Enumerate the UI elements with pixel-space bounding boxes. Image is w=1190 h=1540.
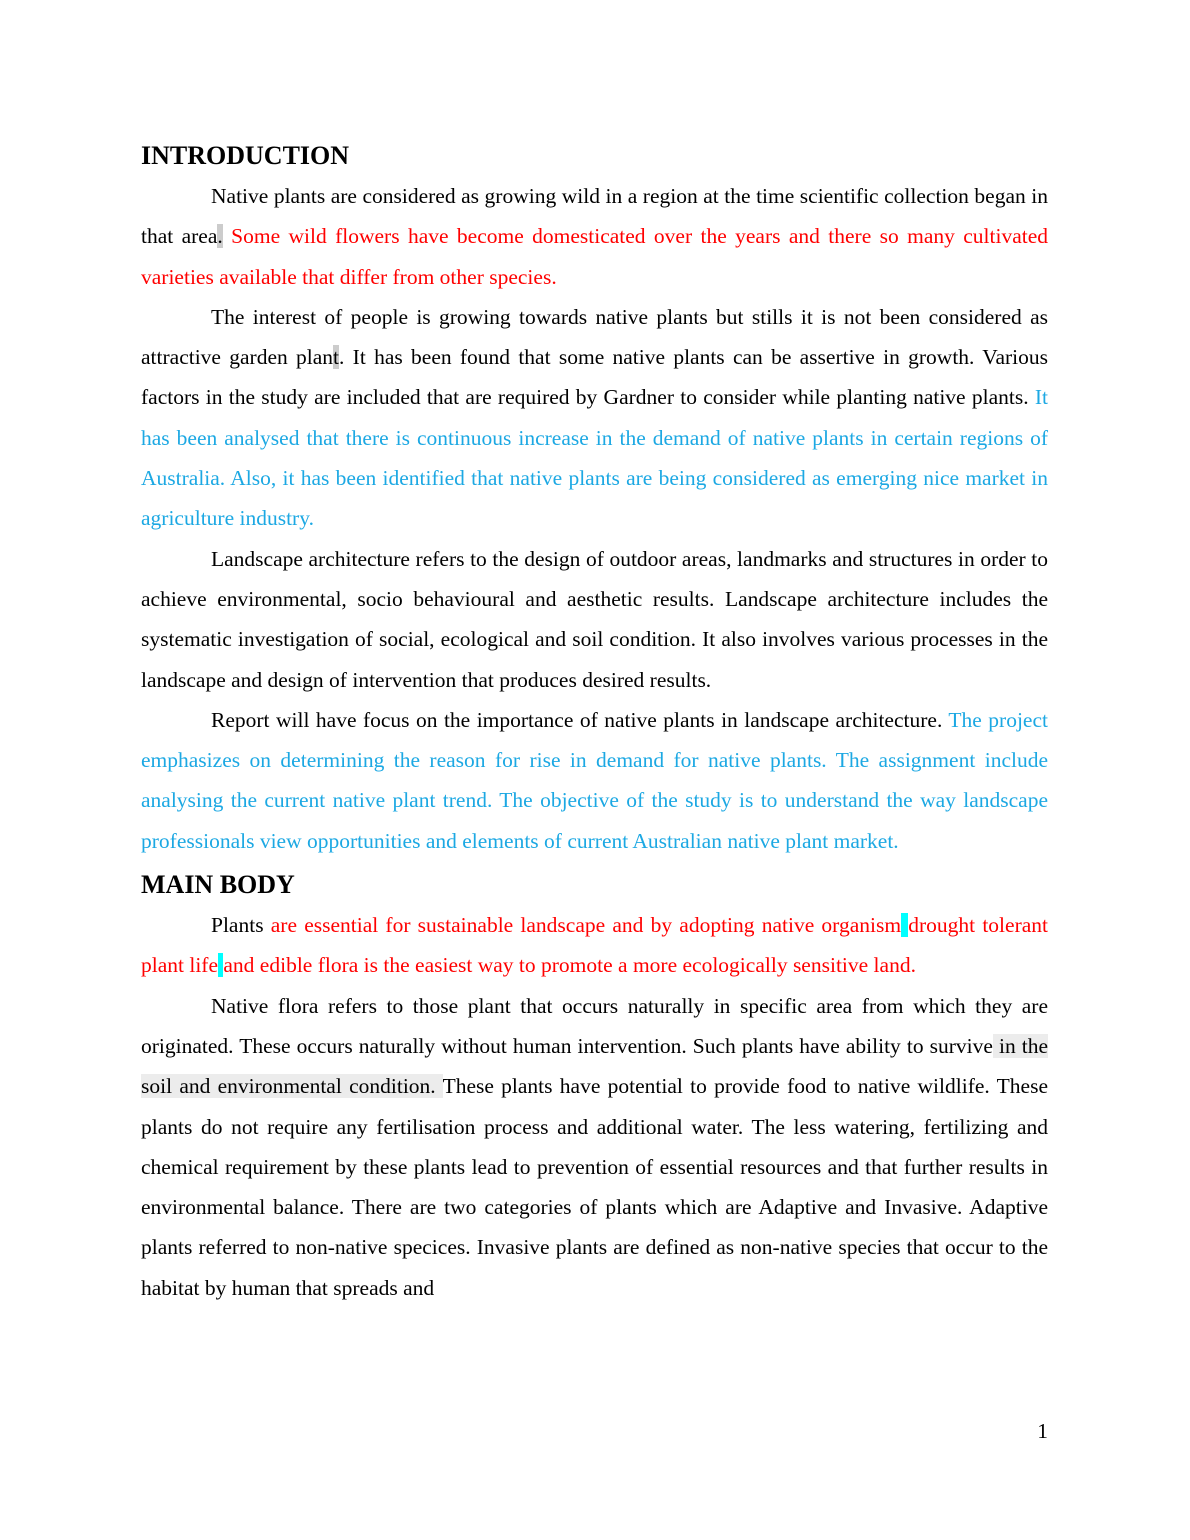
main-paragraph-1	[141, 905, 1048, 986]
blue-text-run: It has been analysed that there is continuous increase in the demand of native plants in certain regions of Australia. Also, it has been identified that native plants are being considered as emerging nice market in agriculture industry.	[141, 385, 1048, 531]
page-number: 1	[1037, 1419, 1048, 1443]
heading-main-body: MAIN BODY	[141, 870, 295, 900]
text-run: Native plants are considered as growing wild in a region at the time scientific collection began in that area	[141, 184, 1048, 249]
document-page	[141, 136, 1048, 1308]
text-run: Plants	[211, 913, 271, 938]
red-text-run: drought tolerant plant life	[141, 913, 1049, 978]
heading-introduction: INTRODUCTION	[141, 141, 350, 170]
red-text-run: Some wild flowers have become domesticated over the years and there so many cultivated varieties available that differ from other species.	[141, 224, 1049, 289]
intro-paragraph-3	[141, 539, 1048, 700]
text-run: Landscape architecture refers to the design of outdoor areas, landmarks and structures in order to achieve environmental, socio behavioural and aesthetic results. Landscape architecture includes the systematic investigation of social, ecological and soil condition. It also involves various processes in the landscape and design of intervention that produces desired results.	[141, 546, 1048, 692]
intro-paragraph-1	[141, 176, 1048, 297]
intro-paragraph-2	[141, 297, 1048, 539]
comment-marker[interactable]: t	[333, 345, 340, 370]
text-run: . It has been found that some native plants can be assertive in growth. Various factors in the study are included that are required by Gardner to consider while planting native plants.	[141, 345, 1048, 410]
highlighted-text: in the soil and environmental condition.	[141, 1033, 1048, 1099]
red-text-run: are essential for sustainable landscape and by adopting native organism	[270, 913, 902, 938]
text-run: The interest of people is growing towards native plants but stills it is not been considered as attractive garden plan	[141, 304, 1048, 370]
text-run: These plants have potential to provide food to native wildlife. These plants do not require any fertilisation process and additional water. The less watering, fertilizing and chemical requirement by these plants lead to prevention of essential resources and that further results in environmental balance. There are two categories of plants which are Adaptive and Invasive. Adaptive plants referred to non-native specices. Invasive plants are defined as non-native species that occur to the habitat by human that spreads and	[141, 1074, 1048, 1300]
blue-text-run: The project emphasizes on determining the reason for rise in demand for native plants. The assignment include analysing the current native plant trend. The objective of the study is to understand the way landscape professionals view opportunities and elements of current Australian native plant market.	[141, 707, 1048, 853]
text-run	[223, 224, 231, 248]
text-run: Report will have focus on the importance of native plants in landscape architecture.	[211, 707, 949, 732]
red-text-run: and edible flora is the easiest way to promote a more ecologically sensitive land.	[223, 953, 916, 978]
intro-paragraph-4	[141, 700, 1048, 861]
comment-marker[interactable]: .	[217, 224, 223, 249]
text-run: Native flora refers to those plant that occurs naturally in specific area from which they are originated. These occurs naturally without human intervention. Such plants have ability to survive	[141, 993, 1048, 1058]
main-paragraph-2	[141, 986, 1048, 1308]
